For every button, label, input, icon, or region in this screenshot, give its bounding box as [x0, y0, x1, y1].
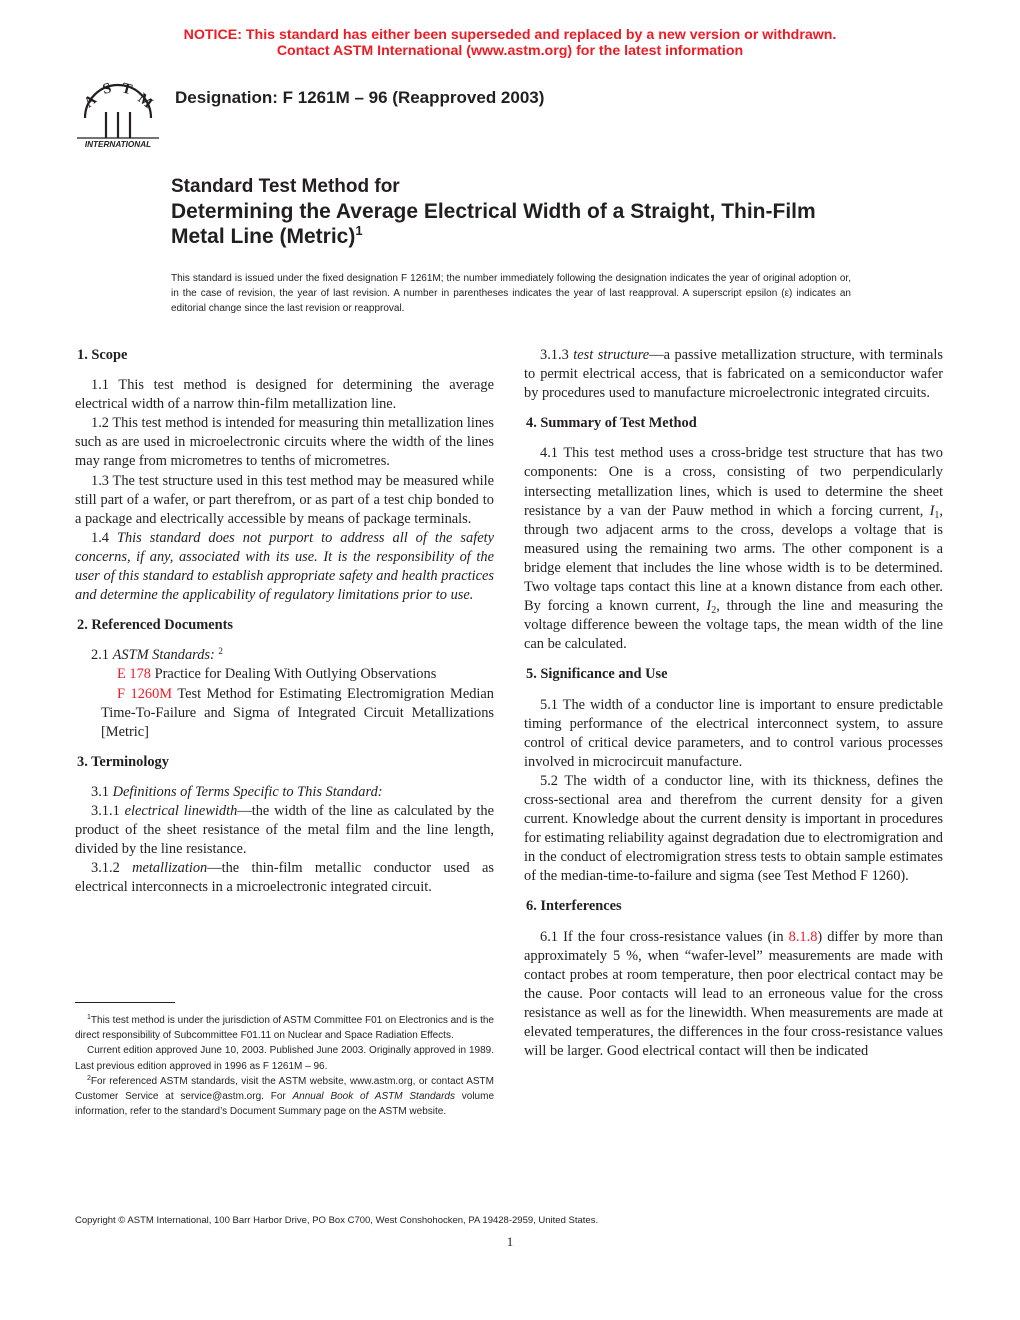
footnote-1-continued: Current edition approved June 10, 2003. Published June 2003. Originally approved in 1989. Last previous edition approved in 1996 as F 1261M – 96. [75, 1045, 494, 1072]
designation: Designation: F 1261M – 96 (Reapproved 2003) [175, 88, 545, 107]
section-heading-referenced-documents: 2. Referenced Documents [77, 617, 233, 634]
text-run: , through two adjacent arms to the cross, develops a voltage that is measured using the remaining two arms. The other component is a bridge element that includes the line whose width is to be determined. Two voltage taps contact this line at a known distance from each other. By forcing a known current, [524, 502, 943, 615]
footnote-mark: 2 [218, 646, 223, 657]
term: test structure [573, 347, 650, 363]
copyright-line: Copyright © ASTM International, 100 Barr Harbor Drive, PO Box C700, West Conshohocken, PA 19428-2959, United States. [75, 1215, 599, 1226]
footnote-1 [75, 1013, 494, 1043]
paragraph-6-1 [524, 928, 943, 1062]
paragraph-5-2: 5.2 The width of a conductor line, with its thickness, defines the cross-sectional area and therefrom the current density for a given current. Knowledge about the current density is important in procedures for estimating reliability against degradation due to electromigration and in the conduct of electromigration stress tests to obtain sample estimates of the median-time-to-failure and sigma (see Test Method F 1260). [524, 772, 943, 885]
footnote-2 [75, 1074, 494, 1120]
section-heading-significance: 5. Significance and Use [526, 666, 668, 683]
title-line-2 [171, 199, 871, 249]
paragraph-number: 2.1 [91, 647, 113, 664]
section-heading-summary: 4. Summary of Test Method [526, 415, 697, 432]
symbol: I [706, 598, 712, 615]
footnote-mark: 1 [87, 1014, 91, 1021]
definition: —a passive metallization structure, with terminals to permit electrical access, that is fabricated on a semiconductor wafer by procedures used to manufacture microelectronic integrated circuits. [524, 347, 943, 402]
withdrawal-notice [0, 27, 1020, 59]
paragraph-number: 3.1 [91, 783, 113, 800]
reference-link-f1260m[interactable]: F 1260M [117, 685, 173, 702]
subscript: 2 [711, 605, 717, 617]
reference-e178 [75, 665, 494, 684]
svg-text:T: T [120, 80, 134, 99]
left-column [75, 346, 494, 897]
svg-text:A: A [81, 91, 100, 112]
reference-title: Test Method for Estimating Electromigration Median Time-To-Failure and Sigma of Integrated Circuit Metallizations [Metric] [101, 685, 494, 740]
text-run: 6.1 If the four cross-resistance values (in [540, 928, 789, 945]
footnote-text: volume information, refer to the standard’s Document Summary page on the ASTM website. [75, 1091, 494, 1118]
safety-caveat: This standard does not purport to address all of the safety concerns, if any, associated with its use. It is the responsibility of the user of this standard to establish appropriate safety and health practices and determine the applicability of regulatory limitations prior to use. [75, 529, 494, 604]
paragraph-5-1: 5.1 The width of a conductor line is important to ensure predictable timing performance of the electrical interconnect system, to assure control of critical device parameters, and to control various processes involved in microcircuit manufacture. [524, 696, 943, 770]
right-column [524, 346, 943, 1061]
paragraph-2-1 [75, 646, 494, 665]
svg-text:S: S [101, 80, 114, 98]
reference-link-e178[interactable]: E 178 [117, 666, 151, 683]
paragraph-3-1-3 [524, 346, 943, 403]
subscript: 1 [934, 509, 940, 521]
definitions-label: Definitions of Terms Specific to This Standard: [112, 783, 383, 800]
symbol: I [929, 502, 935, 519]
paragraph-number: 3.1.1 [91, 802, 125, 819]
svg-text:M: M [134, 90, 156, 112]
page-number: 1 [506, 1234, 514, 1249]
paragraph-1-3: 1.3 The test structure used in this test method may be measured while still part of a wafer, or part therefrom, or as part of a test chip bonded to a package and electrically accessible by means of package terminals. [75, 472, 494, 527]
notice-line-1: NOTICE: This standard has either been superseded and replaced by a new version or withdrawn. [183, 27, 837, 43]
paragraph-1-1: 1.1 This test method is designed for determining the average electrical width of a narrow thin-film metallization line. [75, 377, 494, 413]
notice-line-2: Contact ASTM International (www.astm.org) for the latest information [276, 43, 744, 59]
section-heading-terminology: 3. Terminology [77, 753, 169, 770]
definition: —the thin-film metallic conductor used as electrical interconnects in a microelectronic integrated circuit. [75, 860, 494, 896]
footnotes [75, 1013, 494, 1119]
paragraph-3-1-2 [75, 859, 494, 897]
title-footnote-mark: 1 [355, 223, 363, 238]
paragraph-number: 1.4 [91, 529, 117, 546]
reference-f1260m [75, 685, 494, 742]
paragraph-3-1-1 [75, 802, 494, 859]
term: electrical linewidth [124, 802, 238, 819]
section-heading-scope: 1. Scope [77, 347, 128, 363]
definition: —the width of the line as calculated by the product of the sheet resistance of the metal film and the line length, divided by the line resistance. [75, 802, 494, 858]
text-run: 4.1 This test method uses a cross-bridge test structure that has two components: One is a cross, consisting of two perpendicularly intersecting metallization lines, which is used to determine the sheet resistance by a van der Pauw method in which a forcing current, [524, 445, 943, 519]
reference-title: Practice for Dealing With Outlying Observations [150, 666, 437, 683]
footnote-mark: 2 [87, 1074, 91, 1082]
section-link-8-1-8[interactable]: 8.1.8 [788, 928, 818, 945]
text-run: , through the line and measuring the voltage difference beween the voltage taps, the mean width of the line can be calculated. [524, 598, 943, 653]
logo-subtext: INTERNATIONAL [84, 140, 152, 149]
book-title: Annual Book of ASTM Standards [292, 1091, 455, 1103]
paragraph-number: 3.1.2 [91, 860, 133, 877]
paragraph-number: 3.1.3 [540, 347, 574, 363]
term: metallization [132, 860, 208, 877]
intro-paragraph: This standard is issued under the fixed designation F 1261M; the number immediately following the designation indicates the year of original adoption or, in the case of revision, the year of last revision. A number in parentheses indicates the year of last reapproval. A superscript epsilon (ε) indicates an editorial change since the last revision or reapproval. [171, 273, 851, 314]
text-run: ) differ by more than approximately 5 %, when “wafer-level” measurements are made with contact probes at room temperature, then poor electrical contact may be the cause. Poor contacts will lead to an erroneous value for the cross resistance as well as for the linewidth. When measurements are made at elevated temperatures, the differences in the four cross-resistance values will be larger. Good electrical contact will then be indicated [524, 928, 943, 1060]
paragraph-1-2: 1.2 This test method is intended for measuring thin metallization lines such as are used in microelectronic circuits where the width of the lines may range from micrometres to tenths of micrometres. [75, 415, 495, 470]
title-text: Determining the Average Electrical Width of a Straight, Thin-Film Metal Line (Metric) [171, 200, 816, 248]
paragraph-1-4 [75, 529, 494, 605]
title-line-1: Standard Test Method for [171, 176, 400, 197]
astm-standards-label: ASTM Standards: [112, 647, 215, 664]
footnote-text: This test method is under the jurisdiction of ASTM Committee F01 on Electronics and is the direct responsibility of Subcommittee F01.11 on Nuclear and Space Radiation Effects. [75, 1015, 494, 1042]
footnote-text: For referenced ASTM standards, visit the ASTM website, www.astm.org, or contact ASTM Customer Service at service@astm.org. For [75, 1075, 494, 1103]
astm-logo-icon [75, 74, 161, 152]
section-heading-interferences: 6. Interferences [526, 898, 622, 915]
footnote-divider [75, 1002, 175, 1003]
paragraph-4-1 [524, 444, 943, 654]
paragraph-3-1 [75, 783, 494, 802]
